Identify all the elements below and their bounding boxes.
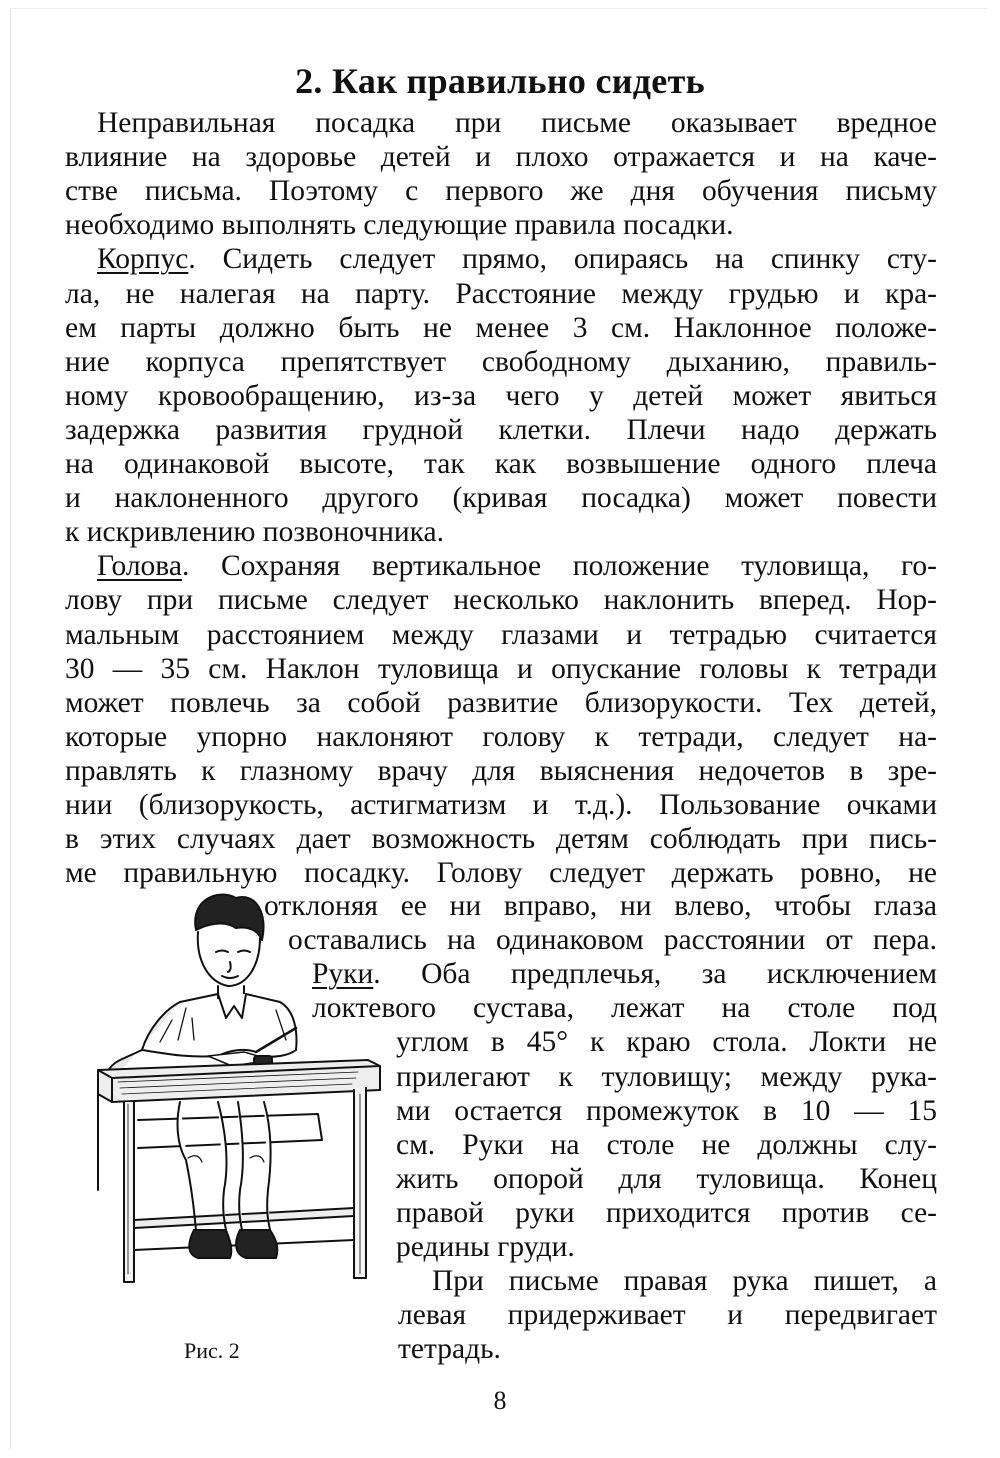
line-text: ла, не налегая на парту. Расстояние между грудью и кра- [65, 277, 937, 310]
section-title: 2. Как правильно сидеть [295, 61, 705, 101]
line-text: ме правильную посадку. Голову следует держать ровно, не [65, 857, 937, 890]
line-text: влияние на здоровье детей и плохо отражается и на каче- [65, 141, 937, 174]
line-text: отклоняя ее ни вправо, ни влево, чтобы глаза [264, 890, 937, 922]
text-line [65, 447, 937, 481]
line-text: левая придерживает и передвигает [398, 1299, 937, 1332]
text-line [97, 106, 937, 140]
text-line [65, 311, 937, 345]
text-line [65, 345, 937, 379]
text-line [432, 1264, 937, 1298]
line-text: может повлечь за собой развитие близорукости. Тех детей, [65, 686, 937, 719]
line-text: см. Руки на столе не должны слу- [396, 1128, 937, 1161]
paragraph-label: Голова [97, 550, 182, 583]
line-text: Неправильная посадка при письме оказывает вредное [97, 107, 937, 139]
figure-caption: Рис. 2 [184, 1338, 240, 1363]
text-line [398, 1298, 937, 1332]
text-line [396, 1230, 937, 1264]
page-number: 8 [493, 1386, 507, 1415]
text-line [65, 788, 937, 822]
text-line [396, 1094, 937, 1128]
line-text: необходимо выполнять следующие правила посадки. [65, 209, 734, 242]
line-text: правой руки приходится против се- [396, 1196, 937, 1229]
text-line [65, 208, 937, 242]
line-text: и наклоненного другого (кривая посадка) может повести [65, 482, 937, 515]
line-text: . Сидеть следует прямо, опираясь на спинку сту- [188, 243, 937, 276]
text-line [65, 822, 937, 856]
text-line [312, 957, 937, 991]
line-text: которые упорно наклоняют голову к тетради, следует на- [65, 720, 937, 753]
text-line [65, 856, 937, 890]
line-text: тетрадь. [398, 1333, 501, 1366]
text-line [398, 1332, 937, 1366]
line-text: . Сохраняя вертикальное положение туловища, го- [181, 550, 937, 583]
line-text: правлять к глазному врачу для выяснения недочетов в зре- [65, 754, 937, 787]
text-line [97, 549, 937, 583]
paragraph-label: Руки [312, 958, 374, 991]
text-line [65, 481, 937, 515]
line-text: 30 — 35 см. Наклон туловища и опускание головы к тетради [65, 652, 937, 685]
text-line [65, 583, 937, 617]
text-line [396, 1060, 937, 1094]
text-line [396, 1162, 937, 1196]
text-line [65, 618, 937, 652]
line-text: ному кровообращению, из-за чего у детей может явиться [65, 379, 937, 412]
text-line [65, 754, 937, 788]
line-text: стве письма. Поэтому с первого же дня обучения письму [65, 175, 937, 208]
line-text: прилегают к туловищу; между рука- [396, 1060, 937, 1093]
text-line [65, 686, 937, 720]
line-text: мальным расстоянием между глазами и тетрадью считается [65, 618, 937, 651]
text-line [396, 1128, 937, 1162]
text-line [65, 379, 937, 413]
text-line [97, 242, 937, 276]
line-text: локтевого сустава, лежат на столе под [312, 992, 937, 1025]
text-line [65, 515, 937, 549]
line-text: ми остается промежуток в 10 — 15 [396, 1094, 937, 1127]
line-text: . Оба предплечья, за исключением [373, 958, 937, 991]
text-line [65, 413, 937, 447]
line-text: ние корпуса препятствует свободному дыханию, правиль- [65, 345, 937, 378]
text-line [65, 174, 937, 208]
text-line [396, 1196, 937, 1230]
line-text: в этих случаях дает возможность детям соблюдать при пись- [65, 823, 937, 856]
line-text: нии (близорукость, астигматизм и т.д.). Пользование очками [65, 789, 937, 821]
text-line [396, 1025, 937, 1059]
line-text: ем парты должно быть не менее 3 см. Наклонное положе- [65, 311, 937, 344]
text-line [65, 720, 937, 754]
line-text: задержка развития грудной клетки. Плечи надо держать [65, 413, 937, 446]
line-text: При письме правая рука пишет, а [432, 1265, 937, 1298]
text-line [312, 991, 937, 1025]
line-text: жить опорой для туловища. Конец [396, 1162, 937, 1195]
text-line [65, 140, 937, 174]
figure-boy-at-desk [68, 890, 398, 1300]
line-text: лову при письме следует несколько наклонить вперед. Нор- [65, 584, 937, 617]
line-text: углом в 45° к краю стола. Локти не [396, 1026, 937, 1059]
line-text: к искривлению позвоночника. [65, 516, 445, 549]
paragraph-label: Корпус [97, 243, 189, 276]
line-text: на одинаковой высоте, так как возвышение одного плеча [65, 448, 937, 480]
line-text: оставались на одинаковом расстоянии от пера. [288, 924, 937, 957]
text-line [65, 652, 937, 686]
line-text: редины груди. [396, 1231, 575, 1263]
text-line [65, 277, 937, 311]
